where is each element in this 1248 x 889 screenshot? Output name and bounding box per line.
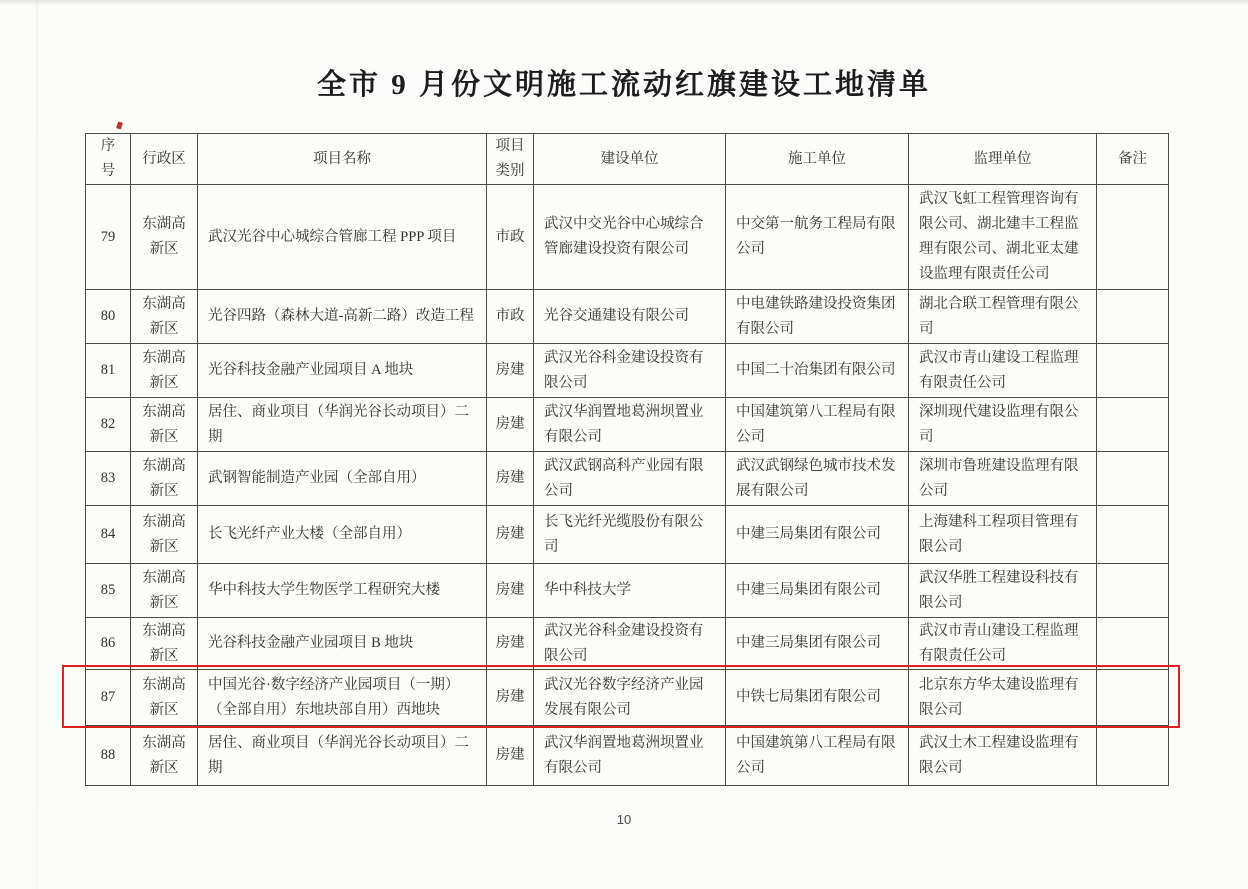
header-builder: 建设单位	[534, 134, 726, 185]
cell-category: 房建	[487, 618, 534, 670]
cell-supervisor: 武汉市青山建设工程监理有限责任公司	[909, 618, 1097, 670]
cell-district: 东湖高新区	[131, 506, 198, 564]
cell-name: 居住、商业项目（华润光谷长动项目）二期	[198, 726, 487, 786]
construction-sites-table	[85, 133, 1169, 786]
cell-district: 东湖高新区	[131, 452, 198, 506]
cell-supervisor: 深圳现代建设监理有限公司	[909, 398, 1097, 452]
cell-supervisor: 北京东方华太建设监理有限公司	[909, 670, 1097, 726]
header-name: 项目名称	[198, 134, 487, 185]
cell-builder: 长飞光纤光缆股份有限公司	[534, 506, 726, 564]
cell-district: 东湖高新区	[131, 398, 198, 452]
cell-category: 房建	[487, 452, 534, 506]
cell-supervisor: 武汉市青山建设工程监理有限责任公司	[909, 344, 1097, 398]
cell-builder: 武汉光谷数字经济产业园发展有限公司	[534, 670, 726, 726]
cell-no: 85	[86, 564, 131, 618]
cell-name: 华中科技大学生物医学工程研究大楼	[198, 564, 487, 618]
cell-contractor: 武汉武钢绿色城市技术发展有限公司	[726, 452, 909, 506]
cell-no: 86	[86, 618, 131, 670]
cell-contractor: 中建三局集团有限公司	[726, 506, 909, 564]
cell-remark	[1097, 564, 1169, 618]
cell-no: 87	[86, 670, 131, 726]
cell-contractor: 中建三局集团有限公司	[726, 564, 909, 618]
cell-category: 房建	[487, 670, 534, 726]
cell-contractor: 中国建筑第八工程局有限公司	[726, 398, 909, 452]
cell-builder: 华中科技大学	[534, 564, 726, 618]
cell-remark	[1097, 506, 1169, 564]
table-header-row	[86, 134, 1169, 185]
cell-contractor: 中交第一航务工程局有限公司	[726, 185, 909, 290]
page-number: 10	[616, 812, 632, 827]
cell-no: 82	[86, 398, 131, 452]
table-row	[86, 564, 1169, 618]
cell-contractor: 中电建铁路建设投资集团有限公司	[726, 290, 909, 344]
cell-no: 80	[86, 290, 131, 344]
cell-no: 88	[86, 726, 131, 786]
cell-remark	[1097, 344, 1169, 398]
cell-remark	[1097, 290, 1169, 344]
cell-category: 房建	[487, 506, 534, 564]
cell-builder: 武汉华润置地葛洲坝置业有限公司	[534, 398, 726, 452]
table-row	[86, 290, 1169, 344]
cell-supervisor: 上海建科工程项目管理有限公司	[909, 506, 1097, 564]
red-annotation-mark	[116, 121, 123, 129]
cell-no: 81	[86, 344, 131, 398]
cell-contractor: 中建三局集团有限公司	[726, 618, 909, 670]
table-row	[86, 185, 1169, 290]
scan-artifact-top	[0, 0, 1248, 6]
cell-contractor: 中铁七局集团有限公司	[726, 670, 909, 726]
cell-district: 东湖高新区	[131, 564, 198, 618]
header-category: 项目类别	[487, 134, 534, 185]
cell-remark	[1097, 618, 1169, 670]
cell-name: 中国光谷·数字经济产业园项目（一期）（全部自用）东地块部自用）西地块	[198, 670, 487, 726]
cell-supervisor: 武汉飞虹工程管理咨询有限公司、湖北建丰工程监理有限公司、湖北亚太建设监理有限责任公司	[909, 185, 1097, 290]
cell-remark	[1097, 452, 1169, 506]
cell-supervisor: 武汉华胜工程建设科技有限公司	[909, 564, 1097, 618]
cell-name: 居住、商业项目（华润光谷长动项目）二期	[198, 398, 487, 452]
table-row	[86, 618, 1169, 670]
cell-contractor: 中国二十冶集团有限公司	[726, 344, 909, 398]
cell-remark	[1097, 398, 1169, 452]
header-district: 行政区	[131, 134, 198, 185]
cell-category: 市政	[487, 185, 534, 290]
table-row	[86, 452, 1169, 506]
cell-district: 东湖高新区	[131, 185, 198, 290]
cell-builder: 武汉光谷科金建设投资有限公司	[534, 618, 726, 670]
table-body	[86, 185, 1169, 786]
cell-contractor: 中国建筑第八工程局有限公司	[726, 726, 909, 786]
table-row	[86, 726, 1169, 786]
table-row	[86, 506, 1169, 564]
header-remark: 备注	[1097, 134, 1169, 185]
cell-no: 83	[86, 452, 131, 506]
cell-remark	[1097, 670, 1169, 726]
cell-category: 房建	[487, 564, 534, 618]
cell-category: 房建	[487, 726, 534, 786]
header-no: 序号	[86, 134, 131, 185]
cell-no: 79	[86, 185, 131, 290]
cell-builder: 武汉光谷科金建设投资有限公司	[534, 344, 726, 398]
cell-no: 84	[86, 506, 131, 564]
cell-district: 东湖高新区	[131, 344, 198, 398]
cell-supervisor: 深圳市鲁班建设监理有限公司	[909, 452, 1097, 506]
table-row	[86, 670, 1169, 726]
cell-name: 武钢智能制造产业园（全部自用）	[198, 452, 487, 506]
cell-name: 光谷科技金融产业园项目 B 地块	[198, 618, 487, 670]
table-row	[86, 398, 1169, 452]
page-title: 全市 9 月份文明施工流动红旗建设工地清单	[316, 69, 931, 101]
cell-name: 长飞光纤产业大楼（全部自用）	[198, 506, 487, 564]
cell-builder: 武汉华润置地葛洲坝置业有限公司	[534, 726, 726, 786]
cell-builder: 光谷交通建设有限公司	[534, 290, 726, 344]
cell-category: 房建	[487, 398, 534, 452]
table-row	[86, 344, 1169, 398]
cell-district: 东湖高新区	[131, 618, 198, 670]
cell-district: 东湖高新区	[131, 726, 198, 786]
cell-district: 东湖高新区	[131, 670, 198, 726]
cell-district: 东湖高新区	[131, 290, 198, 344]
header-contractor: 施工单位	[726, 134, 909, 185]
cell-supervisor: 武汉土木工程建设监理有限公司	[909, 726, 1097, 786]
cell-category: 房建	[487, 344, 534, 398]
cell-remark	[1097, 185, 1169, 290]
cell-name: 武汉光谷中心城综合管廊工程 PPP 项目	[198, 185, 487, 290]
header-supervisor: 监理单位	[909, 134, 1097, 185]
cell-category: 市政	[487, 290, 534, 344]
cell-builder: 武汉武钢高科产业园有限公司	[534, 452, 726, 506]
cell-supervisor: 湖北合联工程管理有限公司	[909, 290, 1097, 344]
scan-artifact-left	[36, 0, 38, 889]
cell-builder: 武汉中交光谷中心城综合管廊建设投资有限公司	[534, 185, 726, 290]
cell-remark	[1097, 726, 1169, 786]
cell-name: 光谷科技金融产业园项目 A 地块	[198, 344, 487, 398]
cell-name: 光谷四路（森林大道-高新二路）改造工程	[198, 290, 487, 344]
